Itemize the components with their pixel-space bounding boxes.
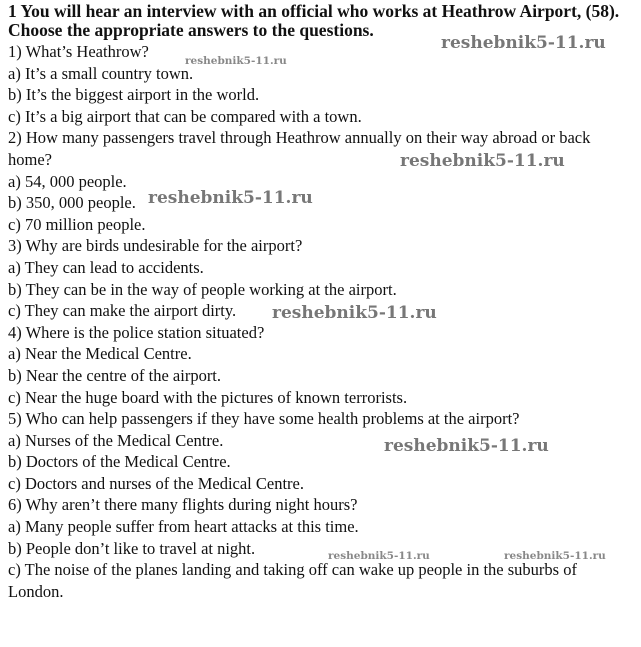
answer-4a: a) Near the Medical Centre. xyxy=(8,344,192,364)
watermark: reshebnik5-11.ru xyxy=(384,436,549,456)
answer-3b: b) They can be in the way of people working at the airport. xyxy=(8,279,397,299)
answer-4c: c) Near the huge board with the pictures of known terrorists. xyxy=(8,387,408,407)
question-6: 6) Why aren’t there many flights during night hours? xyxy=(8,495,358,515)
watermark: reshebnik5-11.ru xyxy=(400,151,565,171)
answer-6c: c) The noise of the planes landing and taking off can wake up people in the suburbs of London. xyxy=(8,560,577,601)
question-4: 4) Where is the police station situated? xyxy=(8,322,265,342)
answer-2c: c) 70 million people. xyxy=(8,214,146,234)
worksheet xyxy=(8,2,636,602)
answer-5b: b) Doctors of the Medical Centre. xyxy=(8,452,231,472)
answer-5c: c) Doctors and nurses of the Medical Centre. xyxy=(8,473,304,493)
answer-6a: a) Many people suffer from heart attacks at this time. xyxy=(8,517,359,537)
watermark: reshebnik5-11.ru xyxy=(185,55,287,67)
task-heading: 1 You will hear an interview with an official who works at Heathrow Airport, (58). Choose the appropriate answers to the questions. xyxy=(8,1,620,40)
answer-2a: a) 54, 000 people. xyxy=(8,171,127,191)
question-1: 1) What’s Heathrow? xyxy=(8,42,149,61)
answer-1a: a) It’s a small country town. xyxy=(8,63,194,83)
answer-1c: c) It’s a big airport that can be compared with a town. xyxy=(8,106,362,126)
question-3: 3) Why are birds undesirable for the airport? xyxy=(8,236,303,256)
answer-6b: b) People don’t like to travel at night. xyxy=(8,538,256,558)
question-2: 2) How many passengers travel through Heathrow annually on their way abroad or back home? xyxy=(8,128,591,169)
answer-5a: a) Nurses of the Medical Centre. xyxy=(8,430,224,450)
watermark: reshebnik5-11.ru xyxy=(441,33,606,53)
watermark: reshebnik5-11.ru xyxy=(328,550,430,562)
question-5: 5) Who can help passengers if they have some health problems at the airport? xyxy=(8,409,520,429)
answer-2b: b) 350, 000 people. xyxy=(8,193,136,213)
answer-3c: c) They can make the airport dirty. xyxy=(8,301,237,321)
answer-3a: a) They can lead to accidents. xyxy=(8,257,204,277)
answer-1b: b) It’s the biggest airport in the world. xyxy=(8,85,260,105)
answer-4b: b) Near the centre of the airport. xyxy=(8,365,222,385)
watermark: reshebnik5-11.ru xyxy=(148,188,313,208)
watermark: reshebnik5-11.ru xyxy=(272,303,437,323)
watermark: reshebnik5-11.ru xyxy=(504,550,606,562)
